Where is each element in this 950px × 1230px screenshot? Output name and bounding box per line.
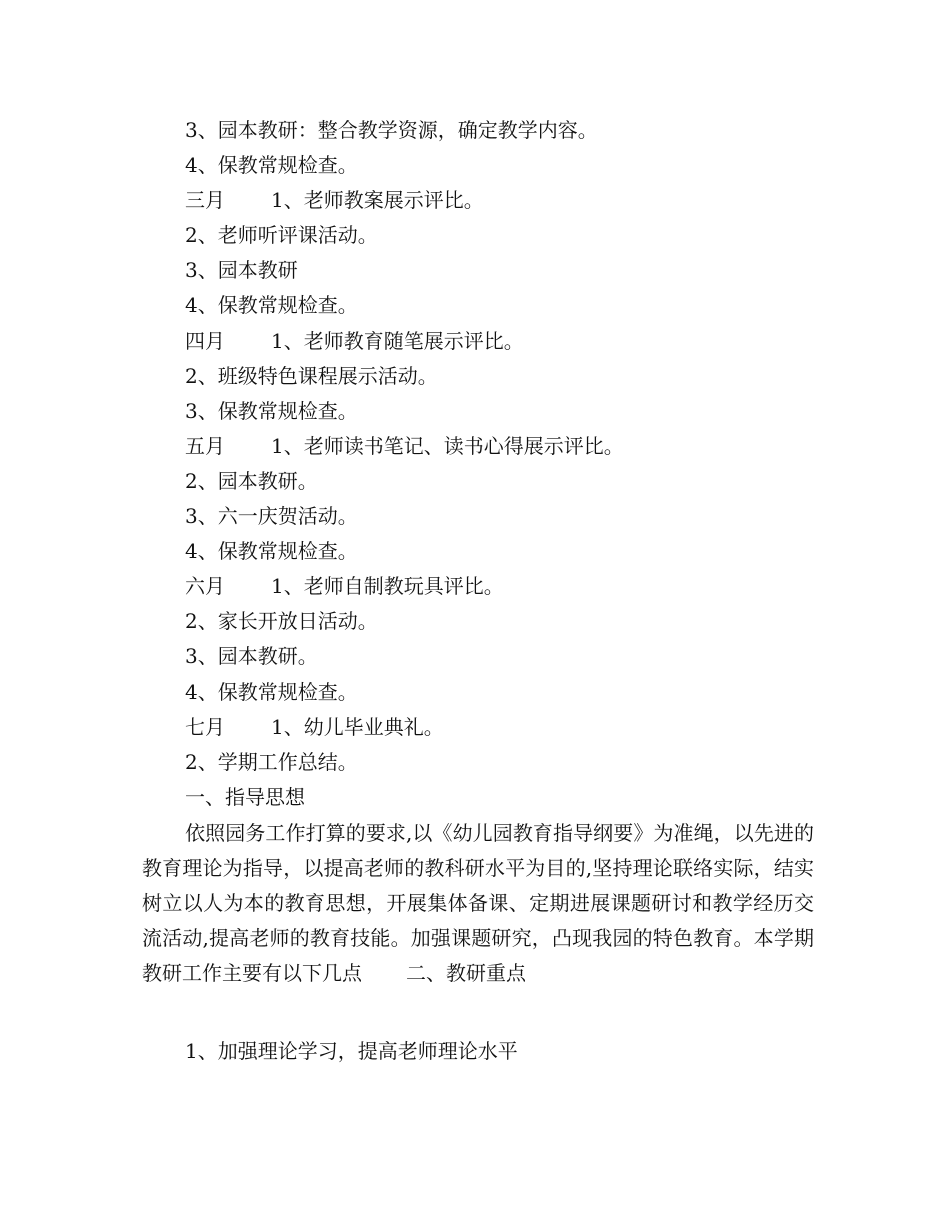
schedule-line: 三月 1、老师教案展示评比。 <box>185 188 484 212</box>
paragraph-body: 依照园务工作打算的要求,以《幼儿园教育指导纲要》为准绳，以先进的教育理论为指导，以提高老师的教科研水平为目的,坚持理论联络实际，结实树立以人为本的教育思想，开展集体备课、定期进展课题研讨和教学经历交流活动,提高老师的教育技能。加强课题研究，凸现我园的特色教育。本学期教研工作主要有以下几点 <box>142 821 814 985</box>
schedule-line: 2、老师听评课活动。 <box>185 223 378 247</box>
schedule-line: 2、家长开放日活动。 <box>185 609 378 633</box>
schedule-line: 4、保教常规检查。 <box>185 680 358 704</box>
schedule-line: 3、六一庆贺活动。 <box>185 504 358 528</box>
schedule-line: 2、园本教研。 <box>185 469 318 493</box>
schedule-line: 4、保教常规检查。 <box>185 293 358 317</box>
schedule-line: 五月 1、老师读书笔记、读书心得展示评比。 <box>185 434 624 458</box>
section-heading: 二、教研重点 <box>406 961 526 985</box>
schedule-line: 3、园本教研 <box>185 258 298 282</box>
schedule-line: 4、保教常规检查。 <box>185 539 358 563</box>
schedule-line: 2、学期工作总结。 <box>185 750 358 774</box>
month-label: 七月 <box>185 715 225 739</box>
schedule-line: 4、保教常规检查。 <box>185 153 358 177</box>
schedule-line: 四月 1、老师教育随笔展示评比。 <box>185 329 524 353</box>
month-label: 六月 <box>185 574 225 598</box>
point-item: 1、加强理论学习，提高老师理论水平 <box>185 1039 518 1063</box>
schedule-line: 2、班级特色课程展示活动。 <box>185 364 438 388</box>
section-heading: 一、指导思想 <box>185 785 305 809</box>
guiding-paragraph <box>142 816 814 991</box>
schedule-line: 六月 1、老师自制教玩具评比。 <box>185 574 504 598</box>
month-label: 三月 <box>185 188 225 212</box>
schedule-line: 3、保教常规检查。 <box>185 399 358 423</box>
schedule-line: 3、园本教研。 <box>185 644 318 668</box>
month-label: 五月 <box>185 434 225 458</box>
schedule-line: 七月 1、幼儿毕业典礼。 <box>185 715 444 739</box>
month-label: 四月 <box>185 329 225 353</box>
schedule-line: 3、园本教研：整合教学资源，确定教学内容。 <box>185 118 598 142</box>
